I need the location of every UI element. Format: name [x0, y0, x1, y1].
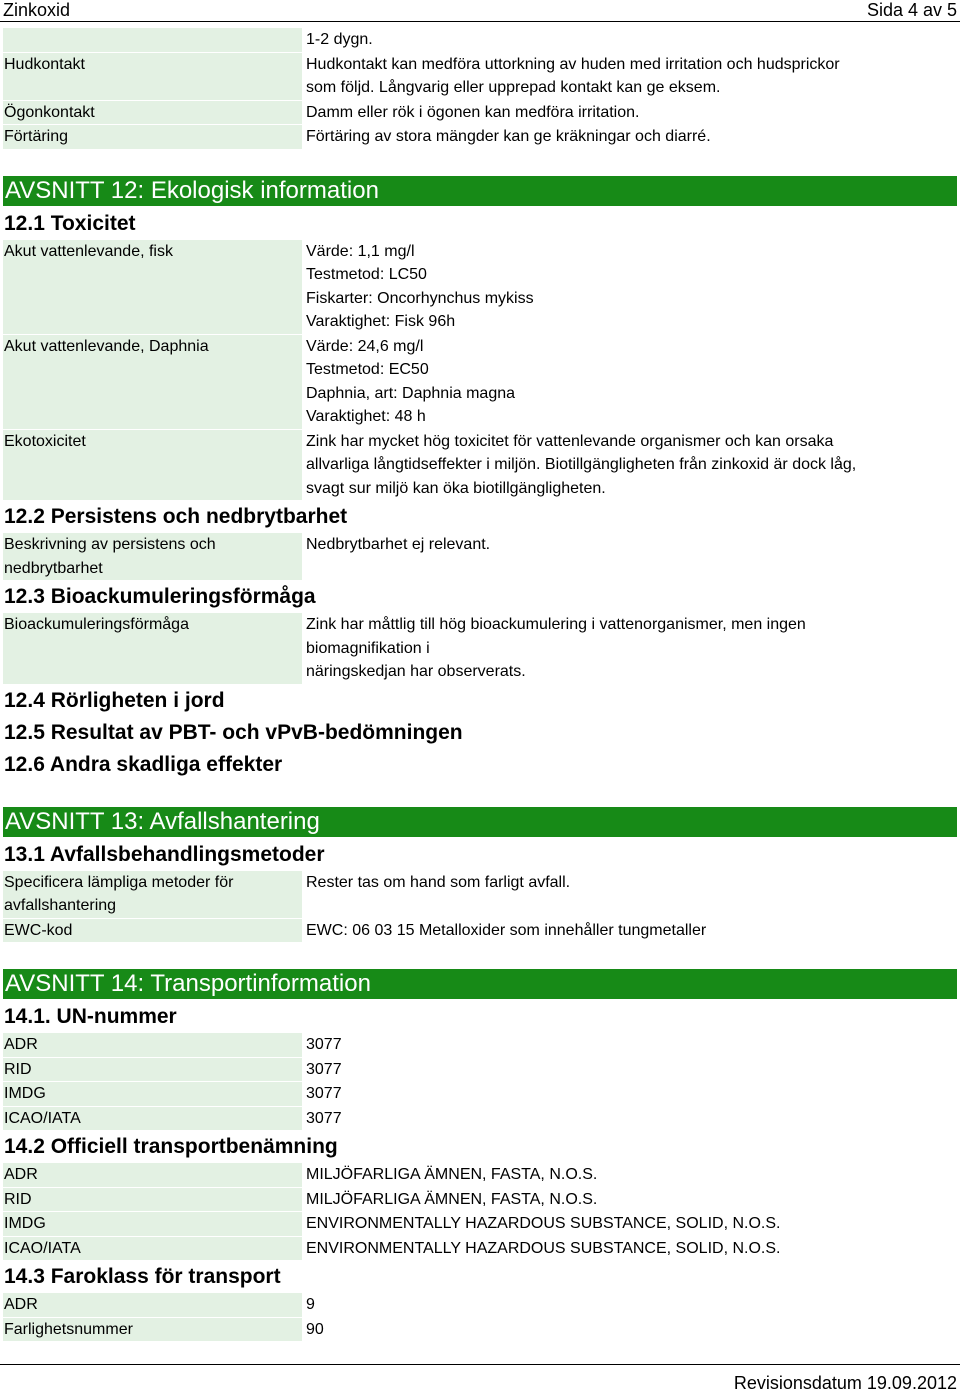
label-text: IMDG: [4, 1215, 46, 1232]
subsection-heading: 12.2 Persistens och nedbrytbarhet: [4, 505, 348, 528]
value-line: Testmetod: EC50: [306, 361, 429, 378]
label-text: Akut vattenlevande, fisk: [4, 242, 173, 260]
row-value: [306, 28, 957, 52]
value-line: Varaktighet: 48 h: [306, 408, 426, 425]
value-line: Värde: 1,1 mg/l: [306, 242, 415, 260]
row-acute-aquatic-fish: [3, 240, 957, 334]
row-label: [3, 1082, 302, 1106]
row-disposal-methods: [3, 871, 957, 918]
row-label: [3, 1188, 302, 1212]
row-skin-contact: [3, 53, 957, 100]
row-label: [3, 101, 302, 125]
subsection-heading: 14.1. UN-nummer: [4, 1005, 177, 1028]
page-footer: [0, 1364, 960, 1393]
row-value: [306, 919, 957, 943]
label-text: ICAO/IATA: [4, 1109, 81, 1127]
value-line: Varaktighet: Fisk 96h: [306, 313, 456, 330]
row-ecotoxicity: [3, 430, 957, 501]
label-text: RID: [4, 1060, 32, 1078]
row-value: [306, 240, 957, 334]
label-text: Ekotoxicitet: [4, 432, 86, 450]
row-value: [306, 1237, 957, 1261]
row-label: [3, 871, 302, 918]
value-line: 3077: [306, 1109, 342, 1127]
row-value: [306, 125, 957, 149]
value-line: 90: [306, 1320, 324, 1338]
row-shipping-name-icao-iata: [3, 1237, 957, 1261]
page-header: [0, 0, 960, 22]
section-title-bar: AVSNITT 13: Avfallshantering: [3, 807, 957, 837]
row-shipping-name-imdg: [3, 1212, 957, 1236]
value-line: allvarliga långtidseffekter i miljön. Biotillgängligheten från zinkoxid är dock låg,: [306, 456, 857, 473]
row-value: [306, 1293, 957, 1317]
value-line: 3077: [306, 1060, 342, 1078]
label-text: Akut vattenlevande, Daphnia: [4, 337, 209, 355]
row-label: [3, 430, 302, 501]
document-title: Zinkoxid: [3, 0, 71, 20]
section-13: [3, 807, 957, 943]
health-effects-table: [3, 28, 957, 149]
row-label: [3, 919, 302, 943]
value-line: Damm eller rök i ögonen kan medföra irritation.: [306, 103, 640, 121]
subsection-heading: 12.3 Bioackumuleringsförmåga: [4, 585, 316, 608]
label-text: RID: [4, 1190, 32, 1208]
row-un-imdg: [3, 1082, 957, 1106]
row-ingestion: [3, 125, 957, 149]
value-line: Nedbrytbarhet ej relevant.: [306, 536, 491, 553]
row-duration: [3, 28, 957, 52]
label-text: EWC-kod: [4, 921, 73, 939]
row-value: [306, 430, 957, 501]
subsection-heading: 12.5 Resultat av PBT- och vPvB-bedömningen: [4, 720, 463, 744]
row-label: [3, 53, 302, 100]
subsection-heading: 14.3 Faroklass för transport: [4, 1265, 281, 1288]
row-value: [306, 1107, 957, 1131]
row-value: [306, 1212, 957, 1236]
row-value: [306, 1318, 957, 1342]
value-line: svagt sur miljö kan öka biotillgängligheten.: [306, 479, 606, 497]
label-text: avfallshantering: [4, 897, 117, 914]
value-line: Zink har måttlig till hög bioackumulering i vattenorganismer, men ingen: [306, 616, 806, 633]
label-text: Beskrivning av persistens och: [4, 536, 216, 553]
label-text: ADR: [4, 1296, 38, 1313]
row-value: [306, 533, 957, 580]
row-label: [3, 1318, 302, 1342]
subsection-heading: 13.1 Avfallsbehandlingsmetoder: [4, 842, 325, 866]
row-label: [3, 1058, 302, 1082]
row-eye-contact: [3, 101, 957, 125]
section-14: [3, 969, 957, 1341]
row-label: [3, 125, 302, 149]
subsection-heading: 12.4 Rörligheten i jord: [4, 688, 225, 712]
value-line: ENVIRONMENTALLY HAZARDOUS SUBSTANCE, SOLID, N.O.S.: [306, 1215, 781, 1232]
row-value: [306, 335, 957, 429]
label-text: IMDG: [4, 1085, 46, 1102]
row-label: [3, 533, 302, 580]
row-value: [306, 1082, 957, 1106]
value-line: som följd. Långvarig eller upprepad kontakt kan ge eksem.: [306, 79, 721, 96]
value-line: Förtäring av stora mängder kan ge kräkningar och diarré.: [306, 128, 711, 145]
label-text: Farlighetsnummer: [4, 1320, 133, 1338]
row-label: [3, 1163, 302, 1187]
page-indicator: Sida 4 av 5: [866, 0, 957, 20]
value-line: 3077: [306, 1085, 342, 1102]
value-line: MILJÖFARLIGA ÄMNEN, FASTA, N.O.S.: [306, 1190, 598, 1208]
value-line: MILJÖFARLIGA ÄMNEN, FASTA, N.O.S.: [306, 1166, 598, 1183]
row-label: [3, 240, 302, 334]
row-value: [306, 1033, 957, 1057]
value-line: Rester tas om hand som farligt avfall.: [306, 873, 571, 891]
row-value: [306, 53, 957, 100]
row-hazard-class-adr: [3, 1293, 957, 1317]
row-hazard-number: [3, 1318, 957, 1342]
section-title-bar: AVSNITT 12: Ekologisk information: [3, 176, 957, 206]
row-value: [306, 613, 957, 684]
subsection-heading: 14.2 Officiell transportbenämning: [4, 1135, 338, 1158]
row-un-icao-iata: [3, 1107, 957, 1131]
value-line: 1-2 dygn.: [306, 31, 373, 48]
row-label: [3, 335, 302, 429]
value-line: Hudkontakt kan medföra uttorkning av huden med irritation och hudsprickor: [306, 55, 840, 73]
row-un-adr: [3, 1033, 957, 1057]
section-12: [3, 176, 957, 780]
row-un-rid: [3, 1058, 957, 1082]
row-value: [306, 1188, 957, 1212]
value-line: 3077: [306, 1036, 342, 1053]
row-value: [306, 871, 957, 918]
row-label: [3, 1033, 302, 1057]
row-shipping-name-adr: [3, 1163, 957, 1187]
value-line: 9: [306, 1296, 315, 1313]
row-acute-aquatic-daphnia: [3, 335, 957, 429]
label-text: Ögonkontakt: [4, 103, 95, 121]
label-text: ICAO/IATA: [4, 1239, 81, 1257]
value-line: Zink har mycket hög toxicitet för vattenlevande organismer och kan orsaka: [306, 432, 834, 450]
value-line: Daphnia, art: Daphnia magna: [306, 384, 516, 402]
label-text: Specificera lämpliga metoder för: [4, 873, 234, 891]
row-value: [306, 101, 957, 125]
value-line: Fiskarter: Oncorhynchus mykiss: [306, 289, 534, 307]
label-text: nedbrytbarhet: [4, 559, 103, 577]
row-persistence-description: [3, 533, 957, 580]
subsection-heading: 12.1 Toxicitet: [4, 211, 136, 235]
section-title-bar: AVSNITT 14: Transportinformation: [3, 969, 957, 999]
value-line: Testmetod: LC50: [306, 266, 427, 283]
label-text: ADR: [4, 1036, 38, 1053]
row-shipping-name-rid: [3, 1188, 957, 1212]
label-text: Hudkontakt: [4, 55, 85, 73]
row-ewc-code: [3, 919, 957, 943]
document-body: [0, 28, 957, 1341]
value-line: ENVIRONMENTALLY HAZARDOUS SUBSTANCE, SOLID, N.O.S.: [306, 1239, 781, 1257]
row-label: [3, 1293, 302, 1317]
row-value: [306, 1163, 957, 1187]
subsection-heading: 12.6 Andra skadliga effekter: [4, 752, 283, 776]
revision-date: Revisionsdatum 19.09.2012: [733, 1373, 957, 1393]
row-label: [3, 1237, 302, 1261]
value-line: biomagnifikation i: [306, 639, 430, 657]
value-line: näringskedjan har observerats.: [306, 663, 526, 680]
value-line: Värde: 24,6 mg/l: [306, 337, 424, 355]
row-label: [3, 1212, 302, 1236]
value-line: EWC: 06 03 15 Metalloxider som innehåller tungmetaller: [306, 921, 707, 939]
row-label: [3, 613, 302, 684]
row-bioaccumulation: [3, 613, 957, 684]
row-value: [306, 1058, 957, 1082]
row-label: [3, 1107, 302, 1131]
label-text: Bioackumuleringsförmåga: [4, 616, 189, 633]
label-text: Förtäring: [4, 128, 69, 145]
row-label: [3, 28, 302, 52]
label-text: ADR: [4, 1166, 38, 1183]
